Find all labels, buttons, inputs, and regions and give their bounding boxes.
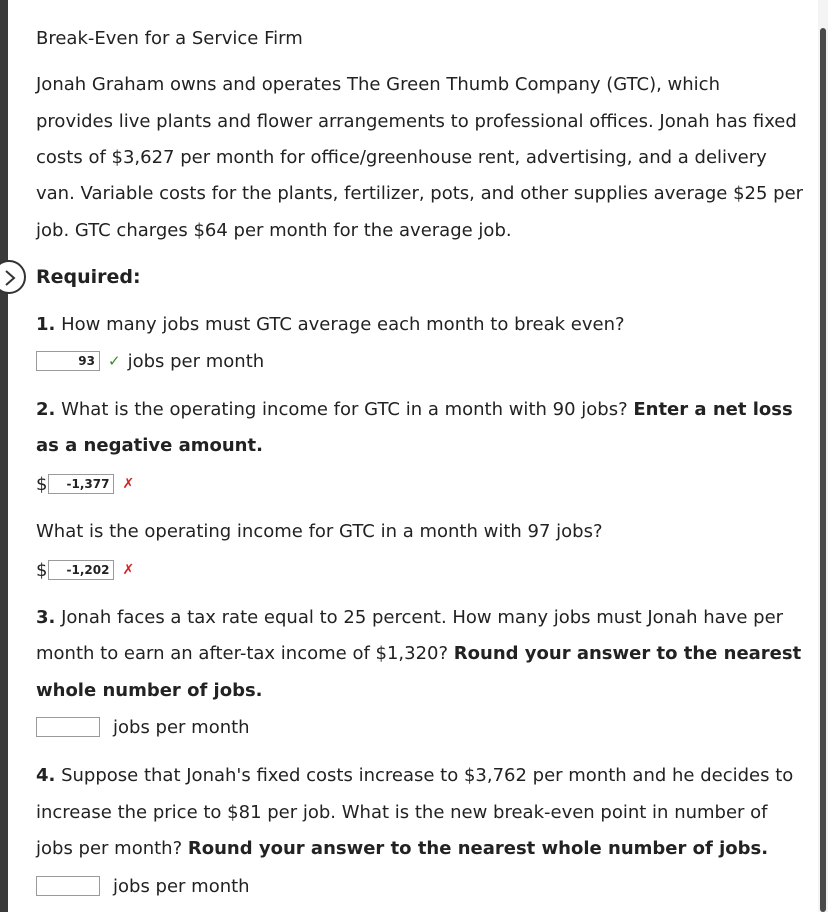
q3-answer-input[interactable]: [36, 717, 100, 737]
intro-line: van. Variable costs for the plants, fertilizer, pots, and other supplies average $25 per: [36, 183, 804, 204]
chevron-right-icon: [3, 269, 17, 287]
expand-toggle-button[interactable]: [0, 260, 26, 294]
intro-line: Jonah Graham owns and operates The Green Thumb Company (GTC), which: [36, 74, 720, 95]
q1-unit-label: jobs per month: [127, 350, 265, 372]
q2-number: 2.: [36, 399, 56, 420]
q2-text: [36, 398, 793, 422]
incorrect-x-icon: ✗: [122, 476, 135, 492]
q3-number: 3.: [36, 607, 56, 628]
q3-prompt: Jonah faces a tax rate equal to 25 percent. How many jobs must Jonah have per: [55, 607, 784, 628]
q3-unit-label: jobs per month: [113, 716, 250, 738]
q2b-prompt: What is the operating income for GTC in a month with 97 jobs?: [36, 521, 603, 542]
q3-instruction: Round your answer to the nearest: [453, 643, 802, 664]
q4-instruction: Round your answer to the nearest whole number of jobs.: [187, 838, 769, 859]
intro-line: job. GTC charges $64 per month for the average job.: [36, 220, 512, 241]
q3-text-cont: [36, 642, 801, 666]
q4-unit-label: jobs per month: [113, 875, 250, 897]
q4-answer-input[interactable]: [36, 876, 100, 896]
q4-prompt: Suppose that Jonah's fixed costs increase to $3,762 per month and he decides to: [55, 765, 794, 786]
q1-answer-input[interactable]: 93: [36, 351, 100, 371]
page-title: Break-Even for a Service Firm: [36, 28, 303, 49]
q3-instruction-cont: [36, 679, 263, 703]
intro-line: costs of $3,627 per month for office/greenhouse rent, advertising, and a delivery: [36, 147, 767, 168]
q4-number: 4.: [36, 765, 56, 786]
left-border-bar: [0, 0, 8, 912]
q2-answer-input[interactable]: -1,377: [48, 474, 114, 494]
q1-prompt: How many jobs must GTC average each month to break even?: [55, 314, 625, 335]
currency-symbol: $: [36, 559, 48, 581]
q3-text: [36, 606, 783, 630]
correct-check-icon: ✓: [108, 352, 121, 370]
q3-prompt-line2: month to earn an after-tax income of $1,320?: [36, 643, 454, 664]
q4-text-cont2: [36, 837, 768, 861]
q4-prompt-line3: jobs per month?: [36, 838, 188, 859]
q1-text: [36, 313, 625, 337]
q3-answer-row: [36, 715, 250, 739]
q4-answer-row: [36, 874, 250, 898]
incorrect-x-icon: ✗: [122, 562, 135, 578]
q2-instruction-line2: as a negative amount.: [36, 435, 263, 456]
q1-answer-row: [36, 349, 264, 373]
q2-answer-row: [36, 472, 134, 496]
q3-instruction-line2: whole number of jobs.: [36, 680, 263, 701]
q2b-answer-row: [36, 558, 134, 582]
q4-text: [36, 764, 793, 788]
q2-prompt: What is the operating income for GTC in a month with 90 jobs?: [55, 399, 634, 420]
q2-instruction-cont: [36, 434, 263, 458]
q2-instruction: Enter a net loss: [633, 399, 793, 420]
intro-line: provides live plants and flower arrangements to professional offices. Jonah has fixed: [36, 111, 797, 132]
q1-number: 1.: [36, 314, 56, 335]
scrollbar-thumb[interactable]: [820, 28, 826, 912]
q4-text-cont: increase the price to $81 per job. What is the new break-even point in number of: [36, 802, 768, 823]
required-heading: Required:: [36, 266, 141, 288]
q2b-answer-input[interactable]: -1,202: [48, 560, 114, 580]
currency-symbol: $: [36, 473, 48, 495]
